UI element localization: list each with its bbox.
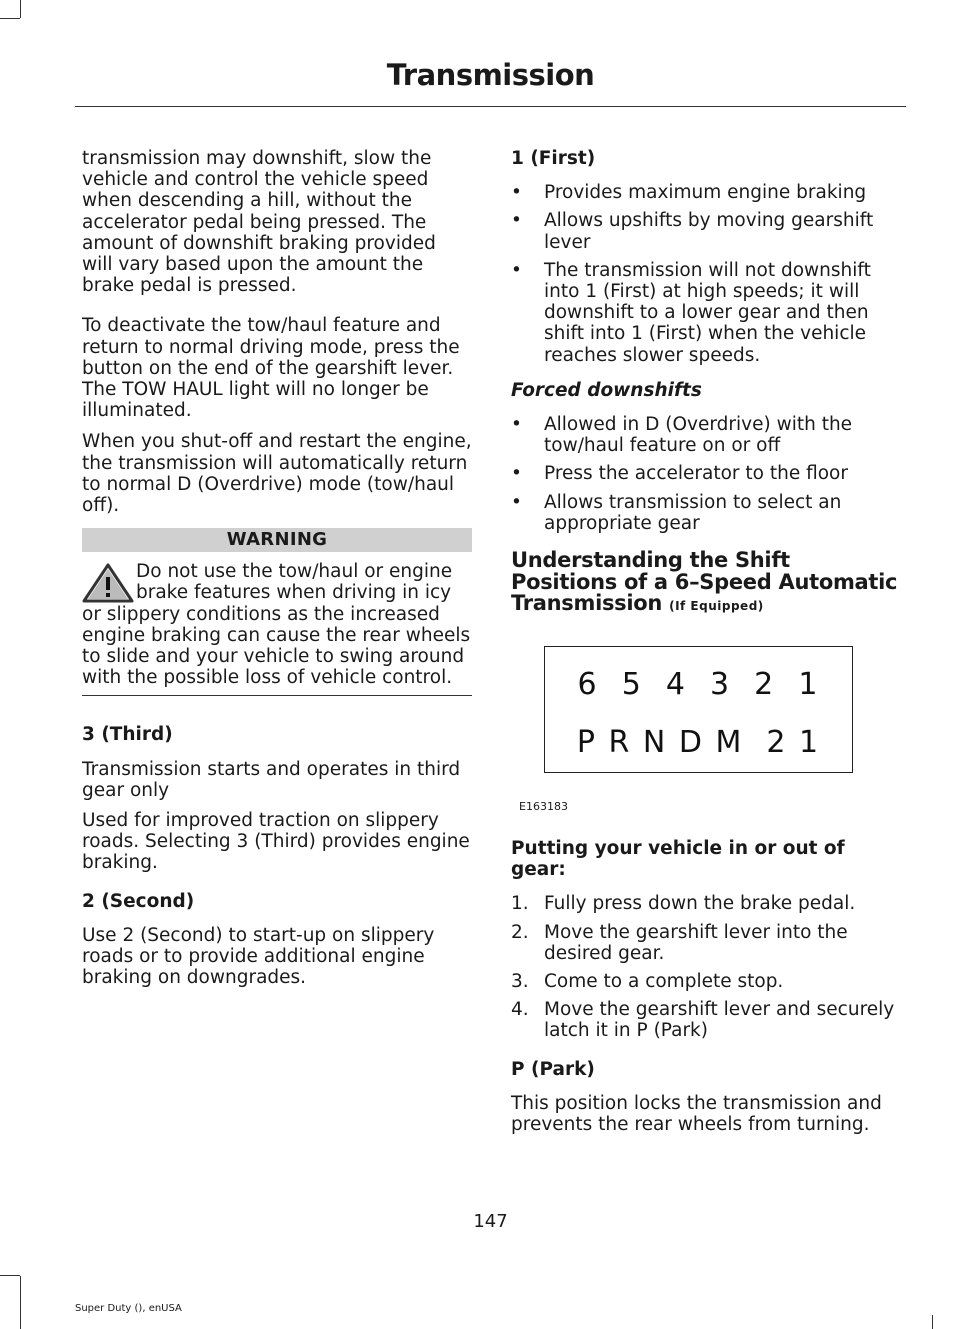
gear-position-figure [544, 646, 853, 773]
list-item: • Provides maximum engine braking [511, 182, 867, 204]
paragraph: This position locks the transmission and prevents the rear wheels from turning. [511, 1092, 882, 1136]
section-heading-second: 2 (Second) [82, 890, 195, 912]
section-heading-third: 3 (Third) [82, 724, 173, 746]
list-item: • Press the accelerator to the floor [511, 463, 848, 485]
paragraph: When you shut-off and restart the engine, the transmission will automatically return to normal D (Overdrive) mode (tow/haul off). [82, 431, 472, 517]
figure-code: E163183 [519, 800, 568, 813]
section-heading-putting-in-gear: Putting your vehicle in or out of gear: [511, 838, 845, 881]
section-heading-shift-positions: Understanding the Shift Positions of a 6–Speed Automatic Transmission (If Equipped) [511, 548, 898, 616]
paragraph: Transmission starts and operates in third gear only [82, 758, 461, 801]
warning-text: Do not use the tow/haul or engine brake features when driving in icy or slippery conditions as the increased engine braking can cause the rear wheels to slide and your vehicle to swing around with the possible loss of vehicle control. [82, 561, 471, 689]
section-heading-forced-downshifts: Forced downshifts [511, 379, 702, 401]
list-item: • Allows upshifts by moving gearshift lever [511, 210, 874, 253]
bullet-list [511, 414, 901, 534]
heading-qualifier: (If Equipped) [669, 599, 764, 614]
crop-mark [0, 18, 20, 19]
section-heading-park: P (Park) [511, 1058, 595, 1080]
bullet-list [511, 182, 901, 366]
section-heading-first: 1 (First) [511, 148, 596, 169]
crop-mark [20, 0, 21, 18]
paragraph: Use 2 (Second) to start-up on slippery roads or to provide additional engine braking on downgrades. [82, 924, 435, 989]
paragraph: Used for improved traction on slippery roads. Selecting 3 (Third) provides engine braking. [82, 810, 470, 874]
warning-body [82, 561, 472, 696]
gear-number-row: 6 5 4 3 2 1 [577, 667, 820, 702]
gear-letter-row: P R N D M 2 1 [576, 725, 821, 760]
list-item: • The transmission will not downshift into 1 (First) at high speeds; it will downshift to a lower gear and then shift into 1 (First) when the vehicle reaches slower speeds. [511, 259, 871, 366]
numbered-list [511, 893, 901, 1041]
document-id: Super Duty (), enUSA [75, 1303, 182, 1314]
warning-heading: WARNING [82, 528, 472, 552]
page-title: Transmission [386, 58, 595, 92]
list-item: 1. Fully press down the brake pedal. [511, 893, 856, 915]
right-column [511, 146, 901, 618]
warning-box [82, 528, 472, 696]
warning-triangle-icon [82, 563, 134, 603]
crop-mark [0, 1275, 20, 1276]
paragraph: To deactivate the tow/haul feature and return to normal driving mode, press the button on the end of the gearshift lever. The TOW HAUL light will no longer be illuminated. [82, 315, 460, 422]
page-number: 147 [473, 1211, 508, 1232]
list-item: 3. Come to a complete stop. [511, 971, 784, 993]
left-column [82, 146, 472, 989]
title-divider [75, 106, 906, 107]
list-item: • Allowed in D (Overdrive) with the tow/haul feature on or off [511, 414, 853, 457]
crop-mark [20, 1276, 21, 1329]
list-item: 2. Move the gearshift lever into the desired gear. [511, 921, 848, 964]
paragraph: transmission may downshift, slow the vehicle and control the vehicle speed when descending a hill, without the accelerator pedal being pressed. The amount of downshift braking provided will vary based upon the amount the brake pedal is pressed. [82, 148, 436, 297]
right-column-lower [511, 838, 901, 1135]
list-item: • Allows transmission to select an appropriate gear [511, 491, 842, 534]
crop-mark [932, 1315, 933, 1329]
list-item: 4. Move the gearshift lever and securely latch it in P (Park) [511, 999, 895, 1042]
